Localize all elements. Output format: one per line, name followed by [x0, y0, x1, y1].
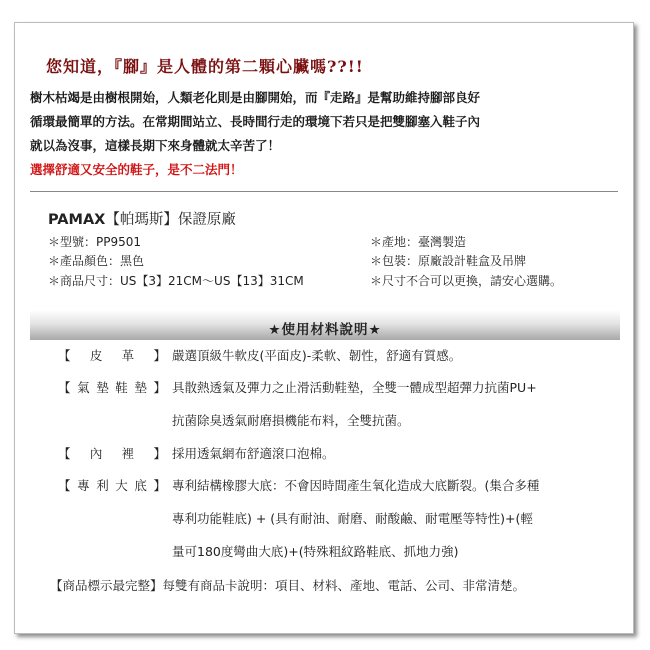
label-char: 底 — [134, 478, 147, 493]
label-char: 【 — [58, 348, 71, 363]
label-char: 】 — [153, 446, 166, 461]
label-char: 】 — [153, 380, 166, 395]
label-char: 【 — [58, 380, 71, 395]
label-leather — [58, 346, 166, 364]
text-leather: 嚴選頂級牛軟皮(平面皮)-柔軟、韌性，舒適有質感。 — [172, 348, 462, 363]
label-char: 】 — [153, 348, 166, 363]
label-char: 皮 — [89, 348, 103, 363]
brand-subtitle: 【帕瑪斯】保證原廠 — [105, 212, 236, 228]
brand-name: PAMAX — [48, 212, 106, 228]
spec-origin: ＊產地：臺灣製造 — [370, 235, 467, 249]
intro-title: 您知道，『腳』是人體的第二顆心臟嗎??!! — [46, 57, 364, 76]
text-insole-2: 抗菌除臭透氣耐磨損機能布料，全雙抗菌。 — [172, 413, 410, 428]
label-lining — [58, 444, 166, 462]
brand-line — [48, 208, 236, 229]
intro-block — [30, 56, 620, 182]
spec-model: ＊型號：PP9501 — [48, 235, 142, 249]
text-product-card: 【商品標示最完整】每雙有商品卡說明：項目、材料、產地、電話、公司、非常清楚。 — [50, 578, 526, 593]
label-char: 鞋 — [115, 380, 128, 395]
label-char: 裡 — [121, 446, 135, 461]
divider — [30, 191, 618, 192]
intro-line: 樹木枯竭是由樹根開始，人類老化則是由腳開始，而『走路』是幫助維持腳部良好 — [30, 90, 481, 105]
label-insole — [58, 378, 166, 396]
text-lining: 採用透氣網布舒適滾口泡棉。 — [172, 446, 335, 461]
label-char: 大 — [115, 478, 128, 493]
label-char: 【 — [58, 478, 71, 493]
section-title: ★使用材料說明★ — [268, 322, 382, 338]
label-outsole — [58, 476, 166, 494]
label-char: 利 — [96, 478, 109, 493]
text-insole-1: 具散熱透氣及彈力之止滑活動鞋墊，全雙一體成型超彈力抗菌PU+ — [172, 380, 537, 395]
text-outsole-1: 專利結構橡膠大底：不會因時間產生氧化造成大底斷裂。(集合多種 — [172, 478, 540, 493]
label-char: 墊 — [134, 380, 147, 395]
label-char: 革 — [121, 348, 135, 363]
text-outsole-3: 量可180度彎曲大底)+(特殊粗紋路鞋底、抓地力強) — [172, 544, 459, 559]
spec-packaging: ＊包裝：原廠設計鞋盒及吊牌 — [370, 254, 527, 268]
label-char: 專 — [77, 478, 90, 493]
text-outsole-2: 專利功能鞋底) + (具有耐油、耐磨、耐酸鹼、耐電壓等特性)+(輕 — [172, 511, 533, 526]
spec-size: ＊商品尺寸：US【3】21CM～US【13】31CM — [48, 274, 304, 288]
intro-line: 就以為沒事，這樣長期下來身體就太辛苦了！ — [30, 138, 281, 153]
label-char: 氣 — [77, 380, 90, 395]
label-char: 墊 — [96, 380, 109, 395]
intro-line: 循環最簡單的方法。在常期間站立、長時間行走的環境下若只是把雙腳塞入鞋子內 — [30, 114, 481, 129]
label-char: 【 — [58, 446, 71, 461]
spec-note: ＊尺寸不合可以更換，請安心選購。 — [370, 274, 563, 288]
spec-color: ＊產品顏色：黑色 — [48, 254, 145, 268]
label-char: 內 — [89, 446, 103, 461]
label-char: 】 — [153, 478, 166, 493]
intro-highlight: 選擇舒適又安全的鞋子，是不二法門！ — [30, 162, 243, 177]
